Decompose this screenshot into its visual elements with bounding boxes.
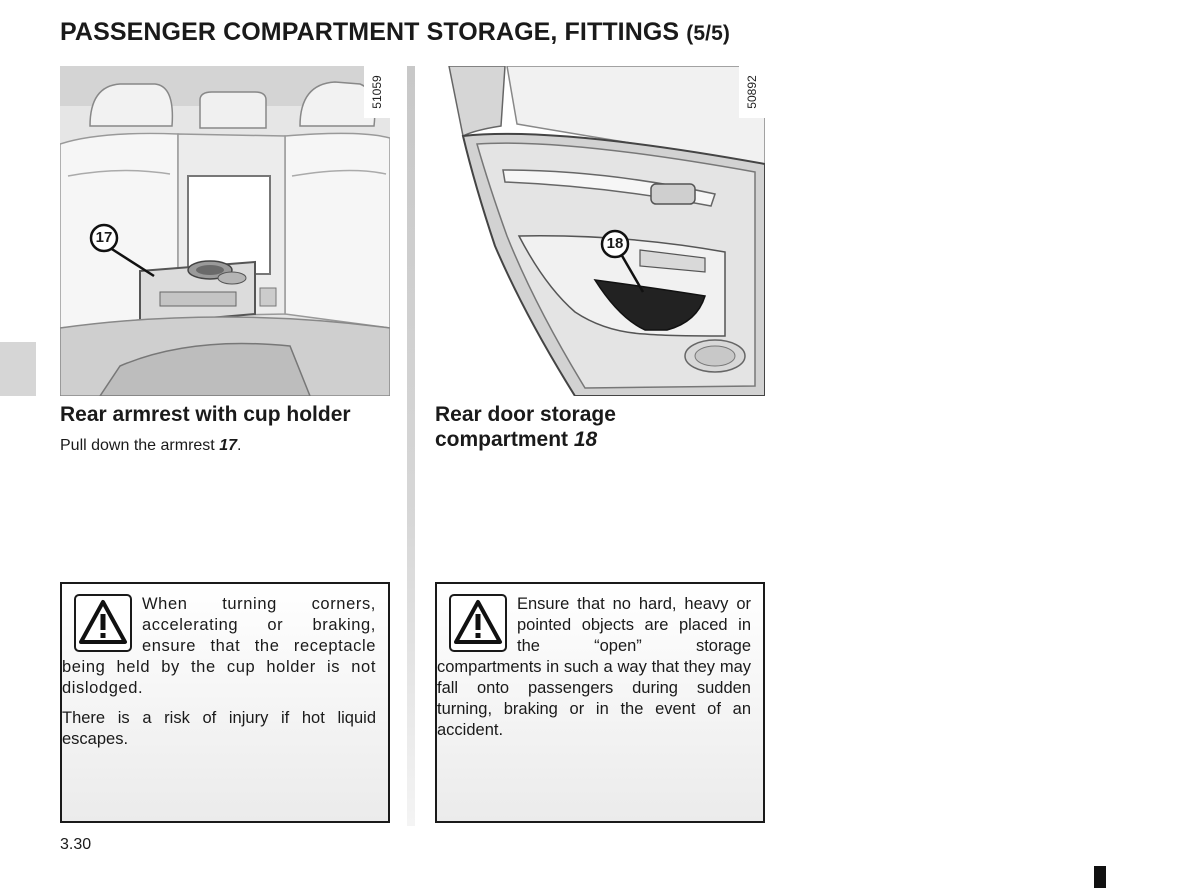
figure-code: 51059	[370, 75, 384, 109]
section-title-rear-armrest	[60, 402, 351, 427]
page-title-text: PASSENGER COMPARTMENT STORAGE, FITTINGS	[60, 18, 680, 46]
page-number: 3.30	[60, 836, 92, 853]
figure-rear-armrest	[60, 66, 390, 396]
page-part-indicator: (5/5)	[686, 22, 730, 45]
warning-text: When turning corners, accelerating or braking, ensure that the receptacle being held by the cup holder is not dislodged.	[62, 595, 376, 697]
callout-18: 18	[606, 235, 624, 252]
warning-box-armrest	[60, 582, 390, 823]
figure-rear-door-storage	[435, 66, 765, 396]
chapter-tab	[0, 342, 36, 396]
warning-triangle-icon	[74, 594, 132, 652]
figure-code-box	[364, 66, 390, 118]
page-title	[60, 18, 730, 47]
figure-code: 50892	[745, 75, 759, 109]
instruction-text: Pull down the armrest	[60, 437, 220, 454]
column-divider	[407, 66, 415, 826]
section-title-rear-door	[435, 402, 616, 452]
warning-triangle-icon	[449, 594, 507, 652]
figure-code-box	[739, 66, 765, 118]
rear-door-illustration	[435, 66, 765, 396]
section-title-text: Rear armrest with cup holder	[60, 403, 351, 426]
armrest-instruction	[60, 436, 241, 456]
callout-17: 17	[95, 229, 113, 246]
section-title-line1: Rear door storage	[435, 403, 616, 426]
warning-box-door-storage	[435, 582, 765, 823]
warning-text: Ensure that no hard, heavy or pointed objects are placed in the “open” storage compartments in such a way that they may fall onto passengers during sudden turning, braking or in the event of an accident.	[437, 595, 751, 739]
section-title-line2: compartment	[435, 428, 574, 451]
warning-text: There is a risk of injury if hot liquid escapes.	[62, 709, 376, 748]
thumb-index-mark	[1094, 866, 1106, 888]
section-title-ref: 18	[573, 428, 598, 451]
instruction-ref: 17	[219, 437, 237, 454]
instruction-suffix: .	[236, 437, 242, 454]
